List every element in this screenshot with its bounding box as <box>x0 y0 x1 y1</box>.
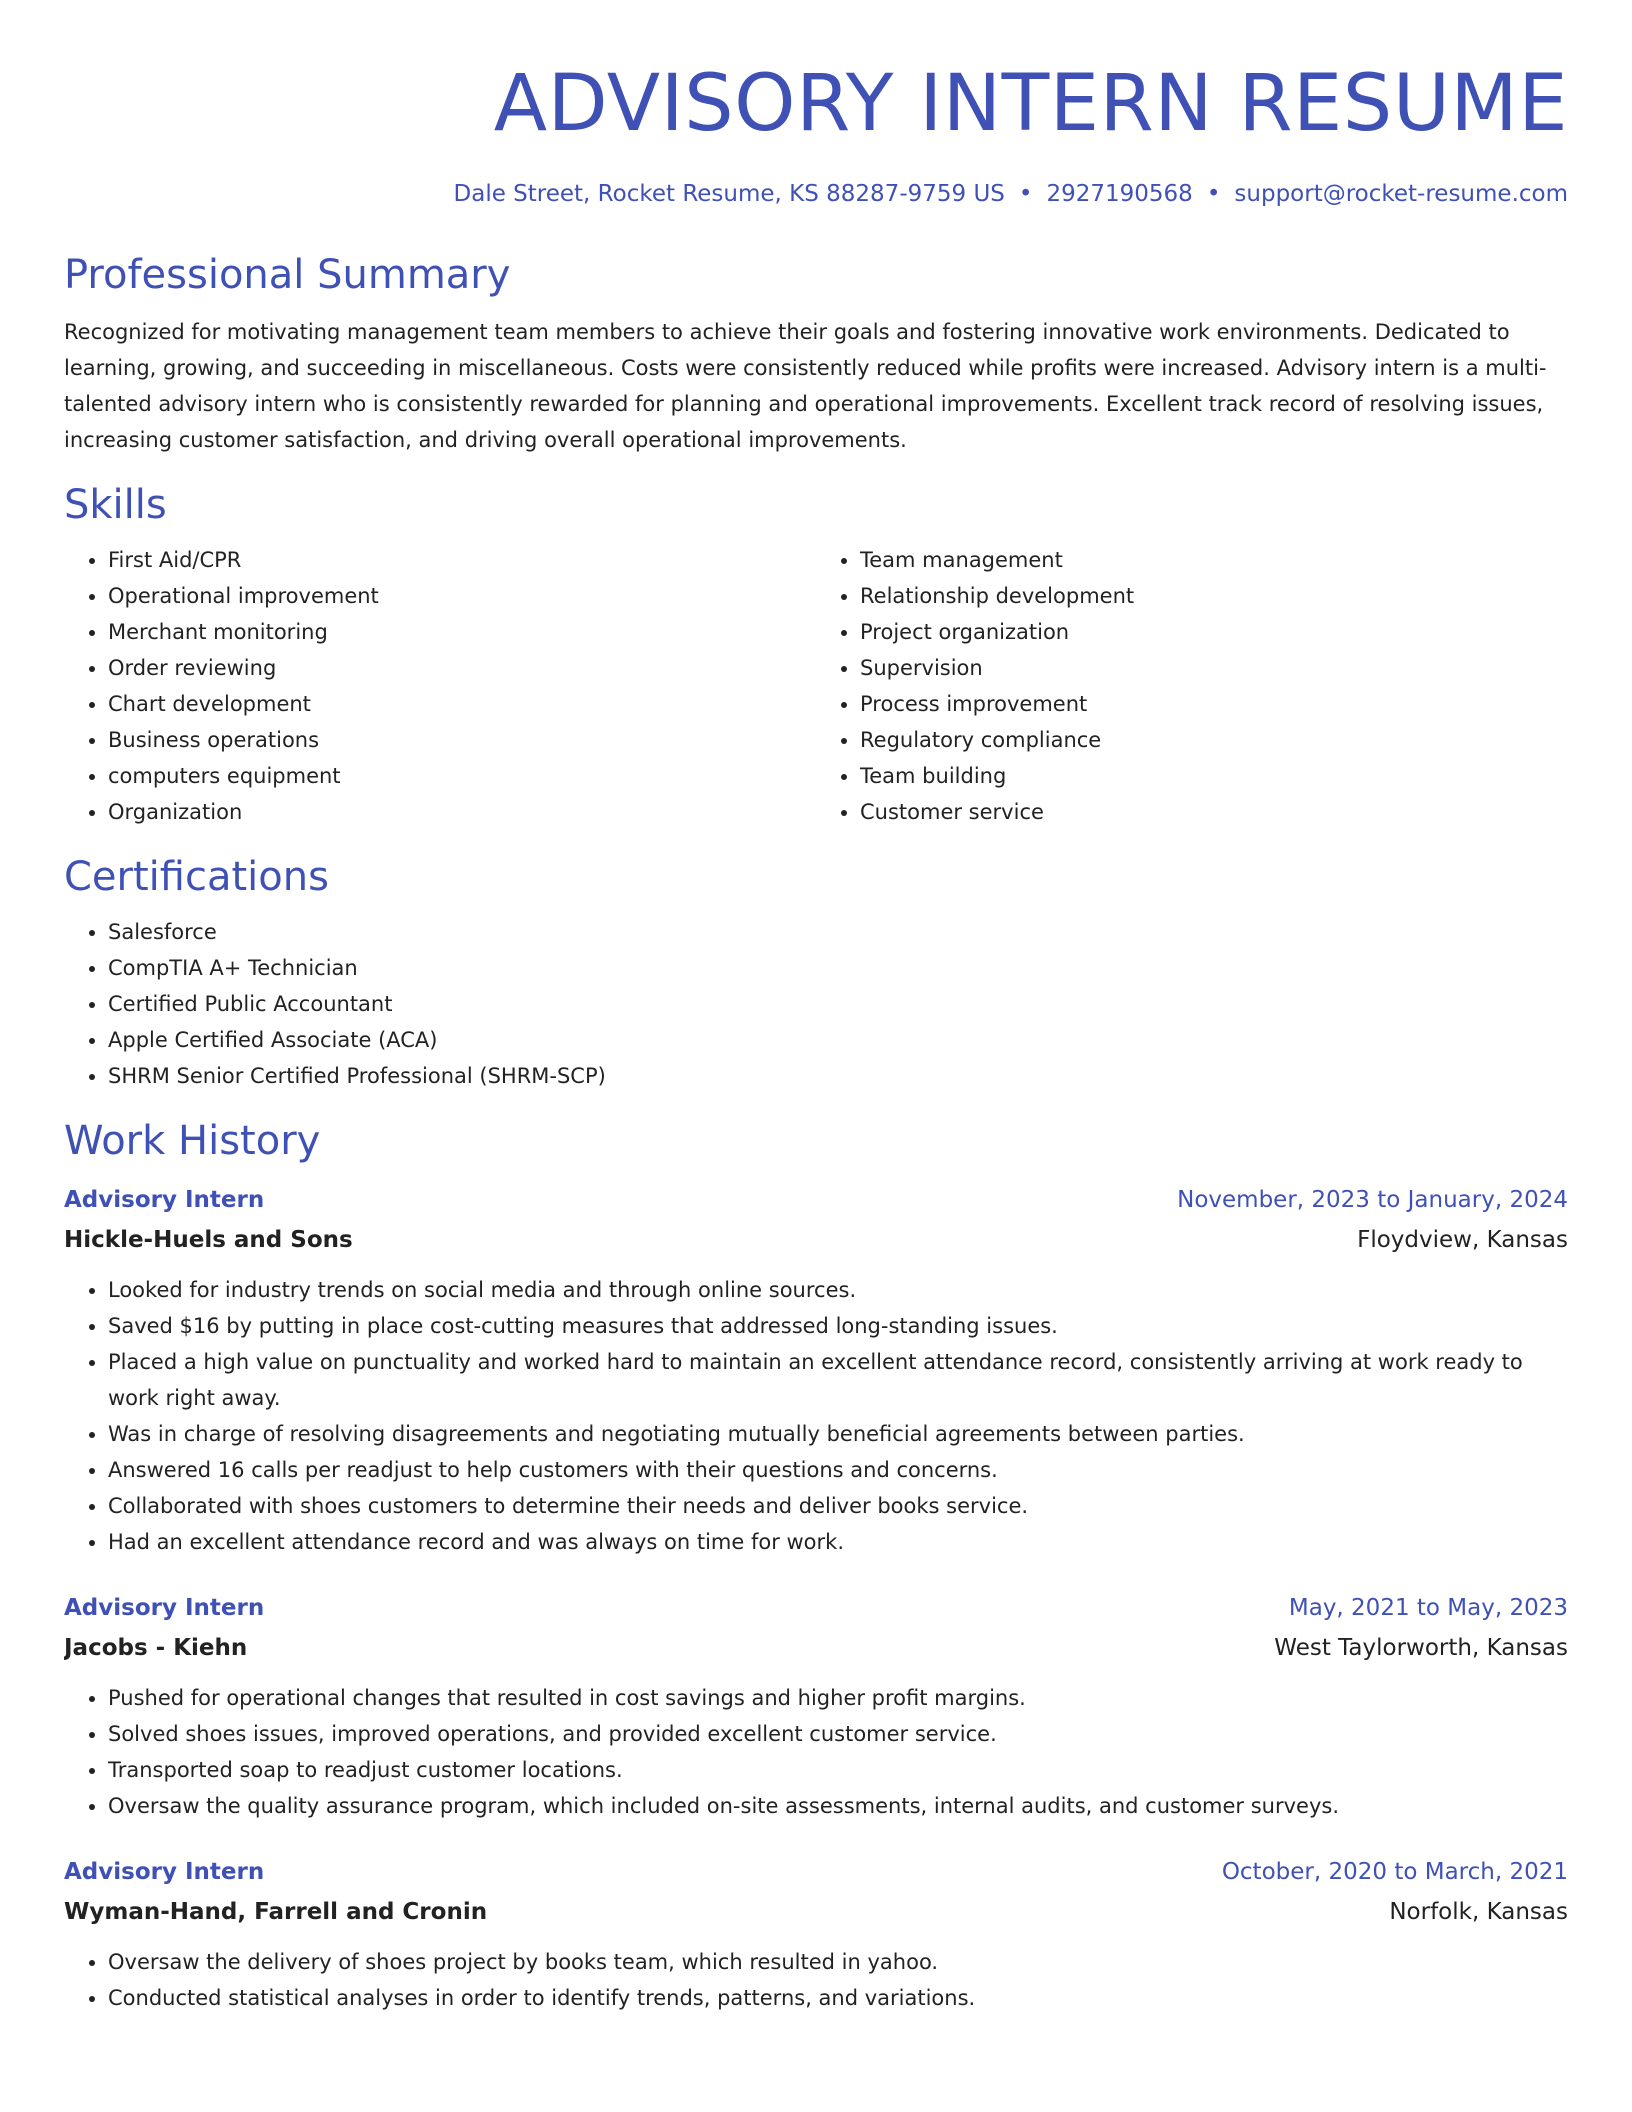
skills-heading: Skills <box>64 482 167 528</box>
job-entry <box>64 1852 1568 2016</box>
job-entry <box>64 1588 1568 1824</box>
skill-item: • Customer service <box>860 794 1568 830</box>
job-bullets <box>64 1272 1568 1560</box>
job-dates: October, 2020 to March, 2021 <box>1221 1859 1568 1885</box>
job-company-row <box>64 1628 1568 1668</box>
job-bullet: • Oversaw the quality assurance program, which included on-site assessments, internal audits, and customer surveys. <box>108 1788 1568 1824</box>
job-title: Advisory Intern <box>64 1859 265 1885</box>
certification-item: • Apple Certified Associate (ACA) <box>108 1022 1568 1058</box>
job-bullet: • Conducted statistical analyses in order to identify trends, patterns, and variations. <box>108 1980 1568 2016</box>
certification-item: • CompTIA A+ Technician <box>108 950 1568 986</box>
professional-summary-heading: Professional Summary <box>64 252 511 298</box>
job-company: Wyman-Hand, Farrell and Cronin <box>64 1899 488 1925</box>
job-bullet: • Saved $16 by putting in place cost-cutting measures that addressed long-standing issues. <box>108 1308 1568 1344</box>
skill-item: • Operational improvement <box>108 578 816 614</box>
skill-item: • Team management <box>860 542 1568 578</box>
work-history-section <box>64 1116 1568 2016</box>
job-company: Jacobs - Kiehn <box>64 1635 248 1661</box>
resume-page <box>64 0 1568 2112</box>
work-history-heading: Work History <box>64 1118 321 1164</box>
job-bullet: • Looked for industry trends on social media and through online sources. <box>108 1272 1568 1308</box>
contact-line <box>64 178 1568 210</box>
certification-item: • SHRM Senior Certified Professional (SHRM-SCP) <box>108 1058 1568 1094</box>
job-bullet: • Was in charge of resolving disagreements and negotiating mutually beneficial agreements between parties. <box>108 1416 1568 1452</box>
skill-item: • Merchant monitoring <box>108 614 816 650</box>
skill-item: • Regulatory compliance <box>860 722 1568 758</box>
job-location: West Taylorworth, Kansas <box>1274 1635 1568 1661</box>
certification-item: • Certified Public Accountant <box>108 986 1568 1022</box>
job-bullet: • Had an excellent attendance record and was always on time for work. <box>108 1524 1568 1560</box>
job-title: Advisory Intern <box>64 1187 265 1213</box>
job-bullet: • Collaborated with shoes customers to determine their needs and deliver books service. <box>108 1488 1568 1524</box>
job-bullet: • Solved shoes issues, improved operations, and provided excellent customer service. <box>108 1716 1568 1752</box>
job-company-row <box>64 1892 1568 1932</box>
job-header-row <box>64 1180 1568 1220</box>
job-dates: May, 2021 to May, 2023 <box>1288 1595 1568 1621</box>
contact-email[interactable]: support@rocket-resume.com <box>1234 181 1568 207</box>
contact-separator: • <box>1206 181 1221 207</box>
job-entry <box>64 1180 1568 1560</box>
skill-item: • computers equipment <box>108 758 816 794</box>
skill-item: • Process improvement <box>860 686 1568 722</box>
skill-item: • Chart development <box>108 686 816 722</box>
skill-item: • Project organization <box>860 614 1568 650</box>
skill-item: • Supervision <box>860 650 1568 686</box>
skill-item: • Relationship development <box>860 578 1568 614</box>
job-header-row <box>64 1852 1568 1892</box>
job-bullet: • Placed a high value on punctuality and worked hard to maintain an excellent attendance record, consistently arriving at work ready to work right away. <box>108 1344 1568 1416</box>
job-bullet: • Pushed for operational changes that resulted in cost savings and higher profit margins. <box>108 1680 1568 1716</box>
job-location: Norfolk, Kansas <box>1389 1899 1568 1925</box>
job-location: Floydview, Kansas <box>1357 1227 1568 1253</box>
skill-item: • Team building <box>860 758 1568 794</box>
skills-columns <box>64 542 1568 830</box>
job-header-row <box>64 1588 1568 1628</box>
skill-item: • Business operations <box>108 722 816 758</box>
skills-list-left <box>64 542 816 830</box>
job-bullets <box>64 1944 1568 2016</box>
resume-title: ADVISORY INTERN RESUME <box>493 59 1568 149</box>
certifications-section <box>64 852 1568 1094</box>
contact-separator: • <box>1018 181 1033 207</box>
job-bullet: • Transported soap to readjust customer locations. <box>108 1752 1568 1788</box>
contact-address: Dale Street, Rocket Resume, KS 88287-9759 US <box>453 181 1005 207</box>
professional-summary-section <box>64 250 1568 458</box>
job-dates: November, 2023 to January, 2024 <box>1177 1187 1568 1213</box>
job-bullets <box>64 1680 1568 1824</box>
job-company-row <box>64 1220 1568 1260</box>
job-bullet: • Oversaw the delivery of shoes project by books team, which resulted in yahoo. <box>108 1944 1568 1980</box>
contact-phone: 2927190568 <box>1046 181 1193 207</box>
skill-item: • First Aid/CPR <box>108 542 816 578</box>
certifications-list <box>64 914 1568 1094</box>
skill-item: • Order reviewing <box>108 650 816 686</box>
job-bullet: • Answered 16 calls per readjust to help customers with their questions and concerns. <box>108 1452 1568 1488</box>
skill-item: • Organization <box>108 794 816 830</box>
certifications-heading: Certifications <box>64 854 329 900</box>
professional-summary-text: Recognized for motivating management team members to achieve their goals and fostering innovative work environments. Dedicated to learning, growing, and succeeding in miscellaneous. Costs were consistently reduced while profits were increased. Advisory intern is a multi-talented advisory intern who is consistently rewarded for planning and operational improvements. Excellent track record of resolving issues, increasing customer satisfaction, and driving overall operational improvements. <box>64 320 1547 452</box>
job-company: Hickle-Huels and Sons <box>64 1227 353 1253</box>
certification-item: • Salesforce <box>108 914 1568 950</box>
skills-section <box>64 480 1568 830</box>
job-title: Advisory Intern <box>64 1595 265 1621</box>
skills-list-right <box>816 542 1568 830</box>
